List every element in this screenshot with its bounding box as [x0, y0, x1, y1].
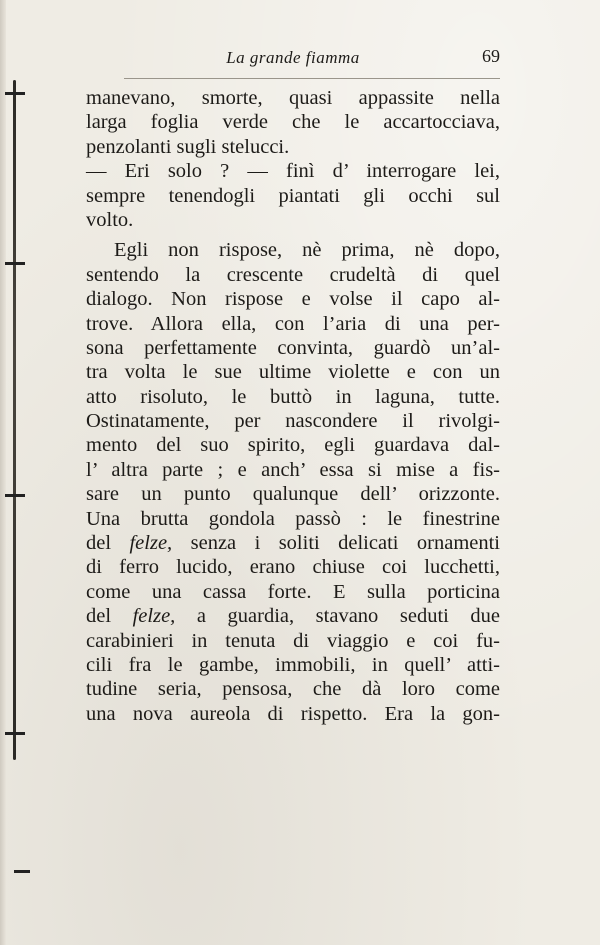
text-line: cili fra le gambe, immobili, in quell’ atti-	[86, 653, 500, 676]
text-run: del	[86, 532, 130, 555]
text-line: — Eri solo ? — finì d’ interrogare lei,	[86, 160, 500, 183]
text-line: manevano, smorte, quasi appassite nella	[86, 87, 500, 109]
text-line: tudine seria, pensosa, che dà loro come	[86, 678, 500, 701]
text-line: tra volta le sue ultime violette e con un	[86, 361, 500, 384]
text-line: sempre tenendogli piantati gli occhi sul	[86, 184, 500, 207]
binding-stitch	[5, 92, 25, 95]
text-run: a guardia, stavano seduti due	[175, 605, 500, 628]
binding-stitch	[14, 870, 30, 873]
text-line: sona perfettamente convinta, guardò un’al-	[86, 336, 500, 359]
text-run: senza i soliti delicati ornamenti	[172, 532, 501, 555]
text-line: come una cassa forte. E sulla porticina	[86, 580, 500, 603]
text-line: volto.	[86, 208, 134, 231]
text-line: penzolanti sugli stelucci.	[86, 135, 290, 158]
text-line	[86, 604, 500, 628]
italic-word: felze,	[129, 532, 173, 555]
binding-stitch	[5, 494, 25, 497]
text-line	[86, 531, 500, 555]
page-number: 69	[482, 46, 500, 66]
text-line: mento del suo spirito, egli guardava dal-	[86, 434, 500, 457]
text-line: larga foglia verde che le accartocciava,	[86, 111, 500, 134]
text-line: di ferro lucido, erano chiuse coi lucchetti,	[86, 556, 500, 579]
text-line: Egli non rispose, nè prima, nè dopo,	[114, 239, 500, 262]
text-line: Ostinatamente, per nascondere il rivolgi-	[86, 410, 500, 433]
binding-thread	[13, 80, 16, 760]
text-line: sentendo la crescente crudeltà di quel	[86, 263, 500, 286]
text-line: dialogo. Non rispose e volse il capo al-	[86, 288, 500, 311]
text-line: trove. Allora ella, con l’aria di una per-	[86, 312, 500, 335]
italic-word: felze,	[132, 605, 176, 628]
binding-stitch	[5, 262, 25, 265]
header-rule	[124, 78, 500, 79]
page-header	[86, 46, 500, 76]
text-line: una nova aureola di rispetto. Era la gon-	[86, 702, 500, 725]
book-binding	[0, 0, 30, 945]
text-line: sare un punto qualunque dell’ orizzonte.	[86, 483, 500, 506]
text-line: Una brutta gondola passò : le finestrine	[86, 507, 500, 530]
text-run: del	[86, 605, 133, 628]
text-line: l’ altra parte ; e anch’ essa si mise a fis-	[86, 458, 500, 481]
page-edge	[0, 0, 6, 945]
text-line: carabinieri in tenuta di viaggio e coi fu-	[86, 629, 500, 652]
running-title: La grande fiamma	[226, 48, 360, 67]
binding-stitch	[5, 732, 25, 735]
body-text	[86, 86, 500, 726]
text-line: atto risoluto, le buttò in laguna, tutte.	[86, 385, 500, 408]
